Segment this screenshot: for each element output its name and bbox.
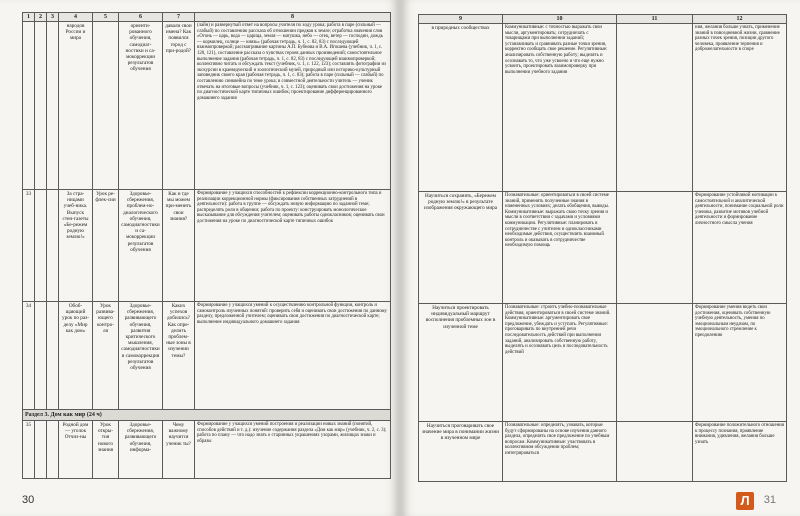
- personal-result: Формирование положительного отношения к процессу познания, проявление внимания, удивления, желания больше узнать: [693, 422, 787, 482]
- subject-result: Научиться проговаривать свое значение мира в понимании жизни в изученном мире: [419, 422, 503, 482]
- lesson-topic: За стра-ницами учеб-ника. Выпуск стен-газеты «Бе-режем родную землю!»: [59, 190, 93, 302]
- meta-subject-result: Коммуникативные: с точностью выражать свои мысли, аргументировать; сотрудничать с товарищами при выполнении заданий; устанавливать и сравнивать разные точки зрения, корректно сообщать свое решение. Регулятивные: анализировать собственную работу; выделять и осознавать то, что уже усвоено и что еще нужно усвоить, проектировать взаимопроверку при выполнении учебного задания: [503, 24, 617, 192]
- left-header-row: [23, 13, 391, 22]
- col-header: 10: [503, 15, 617, 24]
- section-heading-row: [23, 410, 391, 421]
- lesson-topic: Обоб-щающий урок по раз-делу «Мир как дом»: [59, 302, 93, 410]
- col-header: 3: [47, 13, 59, 22]
- right-header-row: [419, 15, 787, 24]
- col-header: 4: [59, 13, 93, 22]
- section-title: Раздел 3. Дом как мир (24 ч): [23, 410, 391, 421]
- col-header: 9: [419, 15, 503, 24]
- technologies: Здоровье-сбережения, развивающего обучения, развития критического мышления, самодиагностики и самокоррекции результатов обучения: [119, 302, 163, 410]
- table-row-continued: [419, 24, 787, 192]
- problem-question: Как и где мы можем при-менить свои знания?: [163, 190, 195, 302]
- personal-result: Формирование устойчивой мотивации к самостоятельной и аналитической деятельности, понимание социальной роли ученика, развитие мотивов учебной деятельности и формирование личностного смысла учения: [693, 192, 787, 304]
- activity-content: Формирование у учащихся способностей к рефлексии коррекционно-контрольного типа и реализации коррекционной нормы (фиксирования собственных затруднений в деятельности): работа в группе — обсуждать новую информацию по заданной теме; распределять роли в общении; работа по проекту: конструировать монологическое высказывание для обсуждения учителем; оценивать работы однокласников; оценивать свои достижения на уроке по диагностической карте типичных ошибок: [195, 190, 391, 302]
- meta-subject-result: Познавательные: определять, узнавать, которые будут сформированы на основе изучения данного раздела, определять свое предложение по учебным вопросам. Коммуникативные: участвовать в коллективном обсуждении проблем; интегрироваться: [503, 422, 617, 482]
- meta-subject-result: Познавательные: ориентироваться в своей системе знаний, применять полученные знания в измененных условиях; делать обобщения, выводы. Коммуникативные: выражать свою точку зрения и мысли в соответствии с задачами и условиями коммуникации. Регулятивные: планировать в сотрудничестве с учителем и одноклассниками необходимые действия, осуществлять взаимный контроль и оказывать в сотрудничестве необходимую помощь: [503, 192, 617, 304]
- activity-content: Формирование у учащихся умений построения и реализации новых знаний (понятий, способов действий и т. д.): изучение содержания раздела «Дом как мир» (учебник, ч. 2, с. 3); работа по плану — что надо знать о старинных украшениях узорами, жилищах знаки и образы: [195, 421, 391, 479]
- col-header: 1: [23, 13, 35, 22]
- right-page: [402, 0, 800, 516]
- technologies: Здоровье-сбережения, проблем-но-диалогического обучения, самодиагностики и са-мокоррекции результатов обучения: [119, 190, 163, 302]
- table-row-35: [23, 421, 391, 479]
- activity-content: (лайн) и развернутый ответ на вопросы учителя по ходу урока; работа в паре (сильный — слабый) по составлению рассказа об отношении предков к земле; отработка значения слов «Огонь — царь, вода — царица, земля — матушка, небо — отец, ветер — господин, дождь — кормилец, солнце — князь» (рабочая тетрадь, ч. 1, с. 82, 83) с последующей взаимопроверкой; рассматривание картины А.П. Бубнова и В.А. Игошева (учебник, ч. 1, с. 120, 121), составление рассказа о чувствах героев данных произведений; самостоятельное выполнение задания (рабочая тетрадь, ч. 1, с. 82, 83) с последующей взаимопроверкой; коллективно читать и обсуждать текст (учебник, ч. 1, с. 122, 123); составлять фотографии из экскурсии в краеведческий и зоологический музей, природный или историко-культурный заповедник своего края (рабочая тетрадь, ч. 1, с. 83); работа в паре (сильный — слабый) по составлению синквейна по теме урока; в совместной деятельности учитель — ученик отвечать на итоговые вопросы (учебник, ч. 1, с. 123); оценивать свои достижения на уроке по диагностической карте типичных ошибок; проектирование дифференцированного домашнего задания: [195, 22, 391, 190]
- lesson-topic: Родной дом — уголок Отчиз-ны: [59, 421, 93, 479]
- col-header: 7: [163, 13, 195, 22]
- lesson-number: 34: [23, 302, 35, 410]
- left-page: [0, 0, 398, 516]
- subject-result: в природных сообществах: [419, 24, 503, 192]
- technologies: Здоровье-сбережения, развивающего обучения, информа-: [119, 421, 163, 479]
- lesson-type: Урок развива-ющего контро-ля: [93, 302, 119, 410]
- right-table: [418, 14, 787, 482]
- table-row-33: [23, 190, 391, 302]
- table-row-continued: [23, 22, 391, 190]
- lesson-type: Урок откры-тия нового знания: [93, 421, 119, 479]
- technologies: ориенти-рованного обучения, самодиаг-ностики и са-мокоррекции результатов обучения: [119, 22, 163, 190]
- table-row-34: [419, 304, 787, 422]
- lesson-type: Урок ре-флек-сии: [93, 190, 119, 302]
- col-header: 2: [35, 13, 47, 22]
- lesson-topic: народов России и мира: [59, 22, 93, 190]
- col-header: 12: [693, 15, 787, 24]
- table-row-34: [23, 302, 391, 410]
- lesson-number: 33: [23, 190, 35, 302]
- problem-question: давали свои имена? Как появился город с при-родой?: [163, 22, 195, 190]
- meta-subject-result: Познавательные: строить учебно-познавательные действия, ориентироваться в своей системе знаний. Коммуникативные: аргументировать свое предложение, убеждать и уступать. Регулятивные: проговаривать по внутренней речи последовательность действий при выполнении заданий, анализировать собственную работу, выделять и осознавать цель и последовательность действий: [503, 304, 617, 422]
- problem-question: Чему важному научится ученик ты?: [163, 421, 195, 479]
- problem-question: Каких успехов добились? Как опре-делить проблем-ные зоны в изучении темы?: [163, 302, 195, 410]
- col-header: 5: [93, 13, 119, 22]
- personal-result: Формирование умения видеть свои достижения, оценивать собственную учебную деятельность, умения по эмоциональным неудачам, по эмоционального стремление к преодолению: [693, 304, 787, 422]
- table-row-35: [419, 422, 787, 482]
- col-header: 6: [119, 13, 163, 22]
- activity-content: Формирование у учащихся умений к осуществлению контрольной функции, контроль и самоконтроль изученных понятий: проверить себя и оценивать свои достижения по данному разделу, предложенной учителем; оценивать свои достижения по диагностической карте; выполнение индивидуального домашнего задания: [195, 302, 391, 410]
- page-number-right: 31: [763, 494, 776, 506]
- left-table: [22, 12, 391, 479]
- personal-result: ния, желания больше узнать, применение знаний в повседневной жизни, сравнение разных точек зрения, позиции другого человека, проявление терпения и доброжелательности в споре: [693, 24, 787, 192]
- subject-result: Научиться проектировать индивидуальный маршрут восполнения проблемных зон в изученной теме: [419, 304, 503, 422]
- table-row-33: [419, 192, 787, 304]
- page-number-left: 30: [22, 494, 35, 506]
- col-header: 11: [617, 15, 693, 24]
- publisher-logo-icon: Л: [736, 492, 754, 510]
- col-header: 8: [195, 13, 391, 22]
- lesson-number: 35: [23, 421, 35, 479]
- subject-result: Научиться сохранять, «Бережем родную землю!» в результате изображения окружающего мира: [419, 192, 503, 304]
